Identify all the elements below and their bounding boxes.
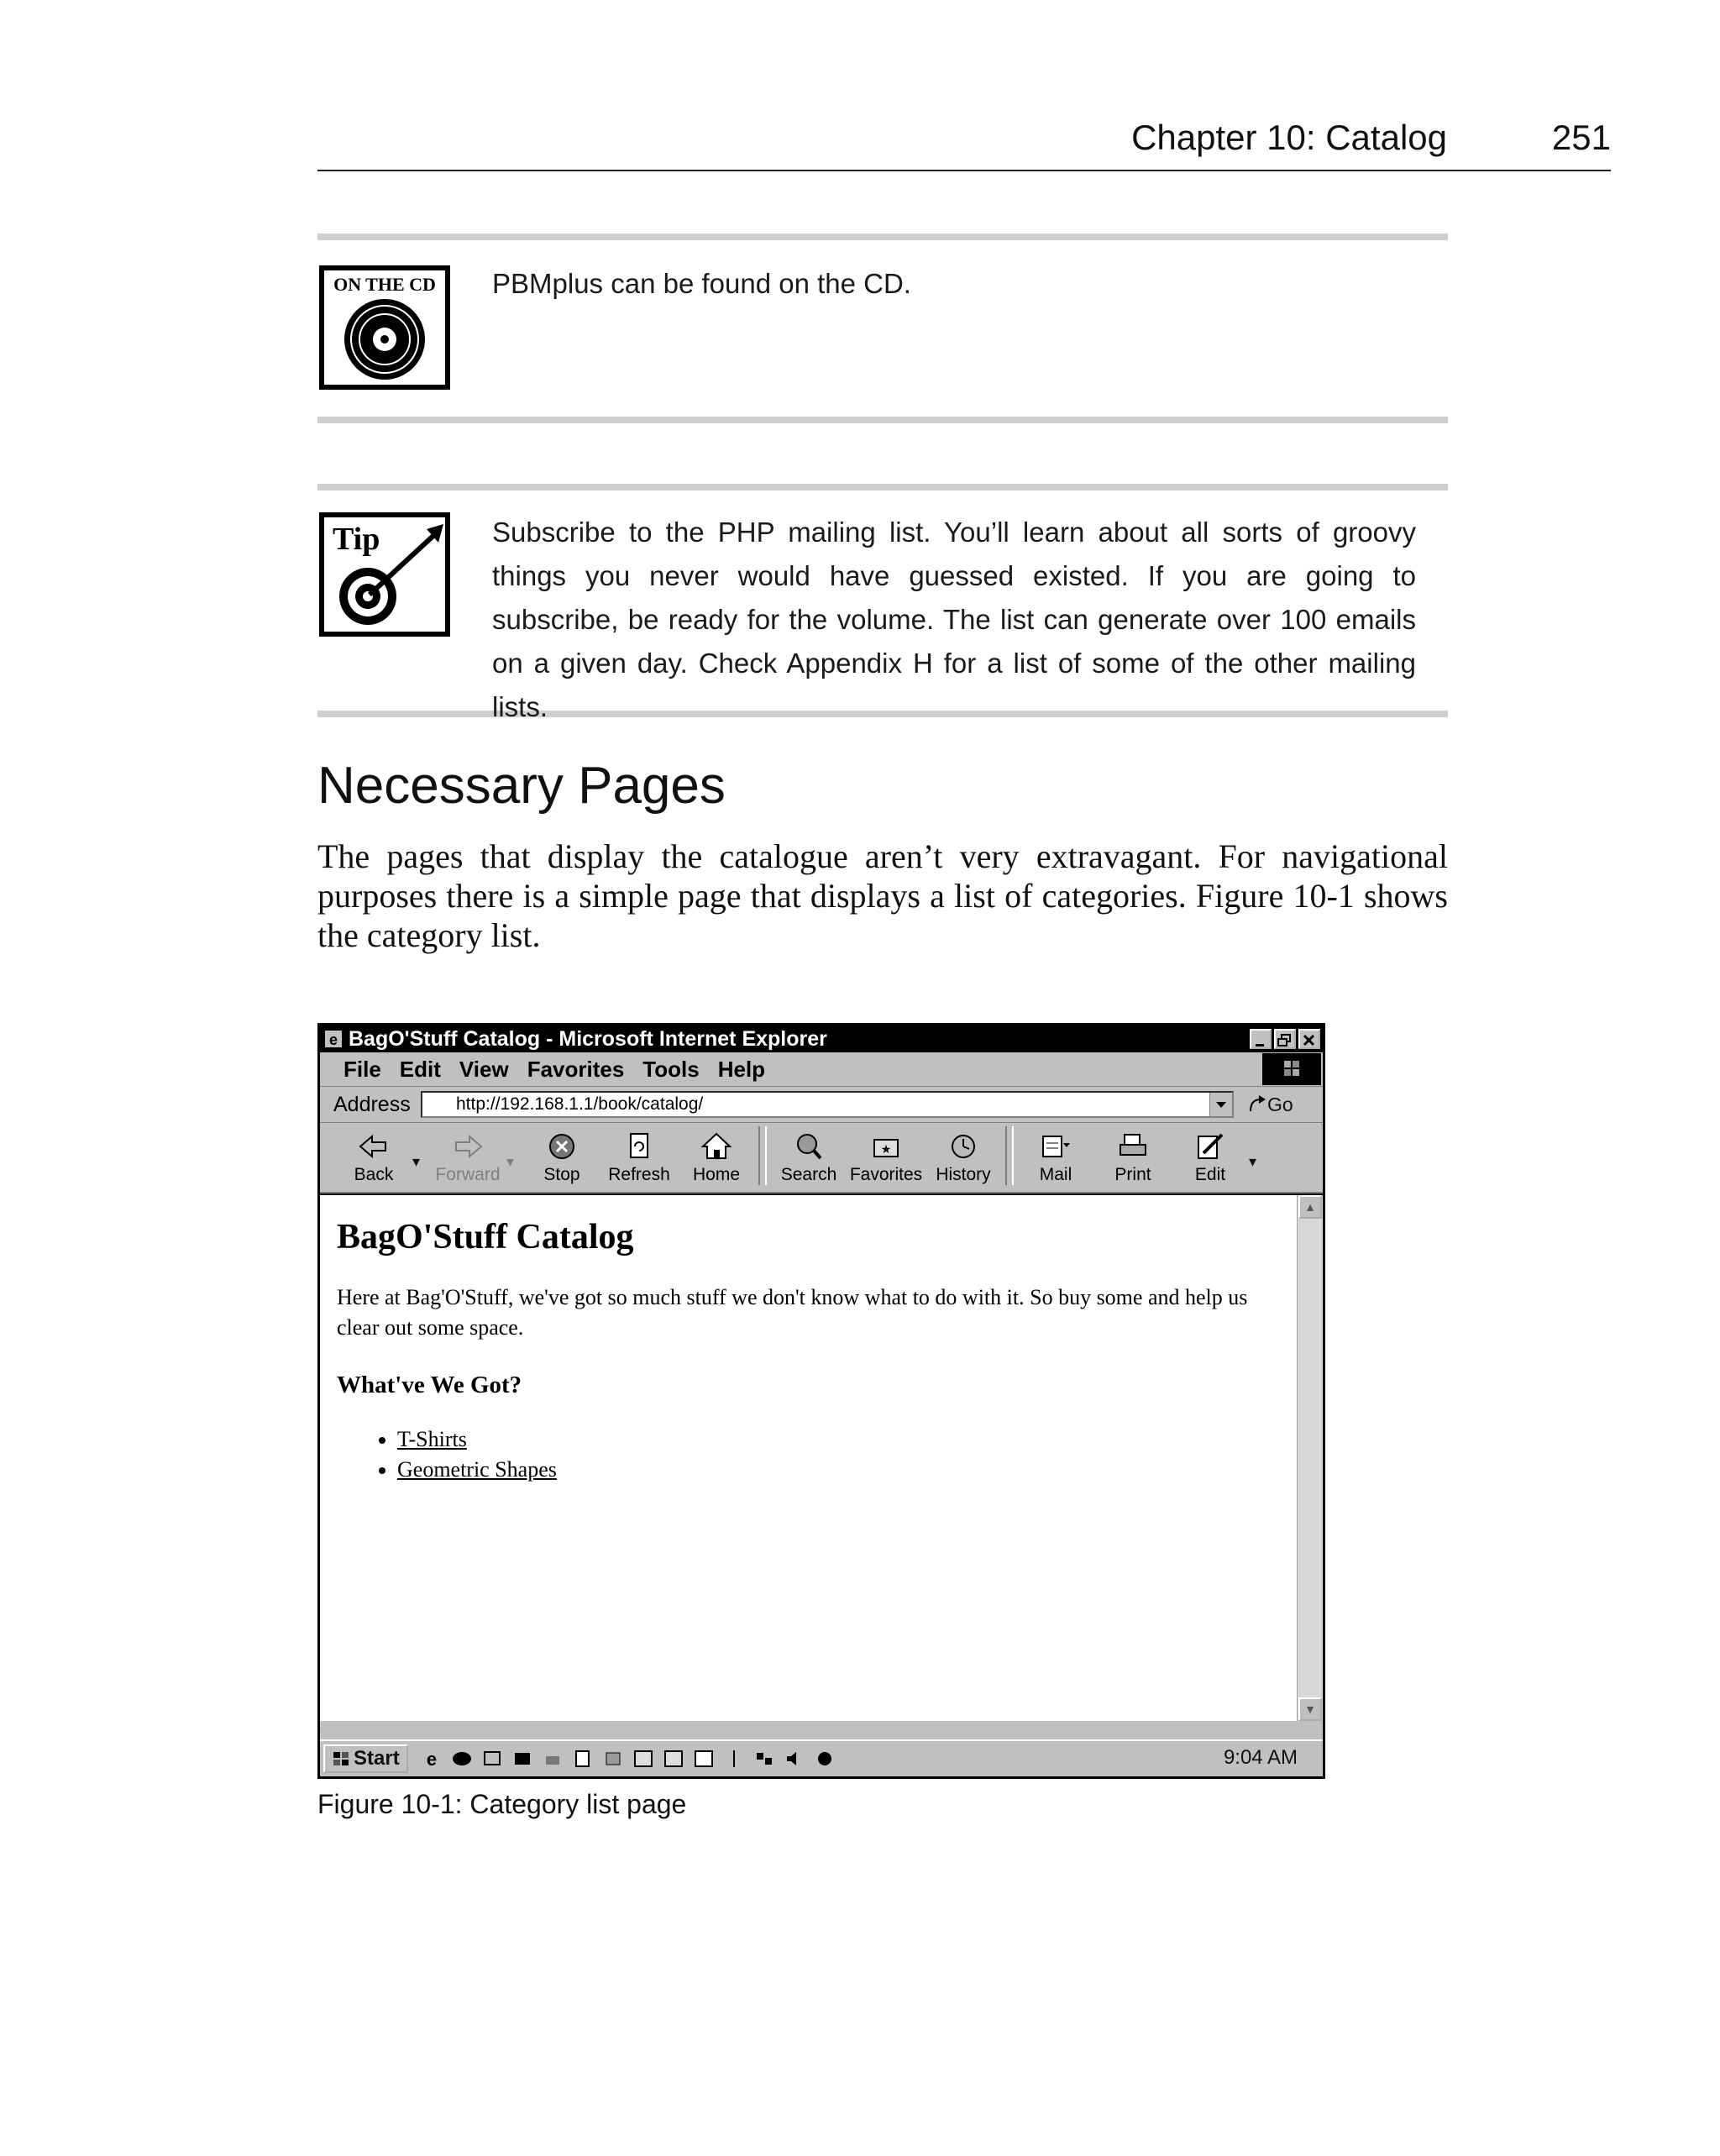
start-button[interactable] (323, 1744, 408, 1773)
tray-network-icon[interactable] (752, 1748, 776, 1770)
list-item (397, 1455, 1286, 1485)
on-the-cd-note (317, 233, 1448, 423)
taskbar-clock: 9:04 AM (1223, 1746, 1298, 1769)
outlook-icon[interactable] (450, 1748, 474, 1770)
tip-text: Subscribe to the PHP mailing list. You’ll learn about all sorts of groovy things you never would have guessed existed. If you are going to subscribe, be ready for the volume. The list can generate over 100 emails on a given day. Check Appendix H for a list of some of the other mailing lists. (492, 517, 1416, 722)
svg-text:e: e (426, 1749, 437, 1770)
notepad-icon[interactable] (571, 1748, 595, 1770)
restore-button[interactable] (1274, 1029, 1296, 1049)
mail-icon (1039, 1131, 1072, 1162)
task-explorer-icon[interactable] (662, 1748, 685, 1770)
monitor-icon[interactable] (511, 1748, 534, 1770)
edit-label: Edit (1194, 1165, 1226, 1184)
back-arrow-icon (357, 1131, 391, 1162)
tools-icon[interactable] (541, 1748, 564, 1770)
edit-button[interactable] (1172, 1131, 1249, 1185)
running-header (317, 118, 1611, 171)
stop-icon (545, 1131, 579, 1162)
stop-label: Stop (543, 1165, 580, 1184)
back-label: Back (354, 1165, 394, 1184)
forward-arrow-icon (451, 1131, 485, 1162)
window-title: BagO'Stuff Catalog - Microsoft Internet Explorer (349, 1026, 827, 1051)
mail-label: Mail (1039, 1165, 1072, 1184)
address-bar (320, 1087, 1323, 1123)
forward-button[interactable] (429, 1131, 506, 1185)
history-button[interactable] (925, 1131, 1002, 1185)
mail-button[interactable] (1017, 1131, 1094, 1185)
edit-pencil-icon (1193, 1131, 1227, 1162)
history-label: History (936, 1165, 991, 1184)
go-arrow-icon (1247, 1094, 1267, 1115)
page-intro: Here at Bag'O'Stuff, we've got so much stuff we don't know what to do with it. So buy some and help us clear out some space. (337, 1285, 1248, 1340)
task-ie-icon[interactable] (632, 1748, 655, 1770)
ie-icon (323, 1029, 343, 1049)
list-item (397, 1424, 1286, 1455)
web-page-content (337, 1217, 1286, 1485)
page-heading: BagO'Stuff Catalog (337, 1218, 634, 1256)
menu-favorites[interactable]: Favorites (527, 1056, 625, 1082)
windows-logo-icon (1262, 1053, 1321, 1085)
window-titlebar (320, 1026, 1323, 1052)
minimize-button[interactable] (1250, 1029, 1272, 1049)
icon-label: ON THE CD (333, 274, 436, 295)
svg-text:e: e (328, 1031, 338, 1048)
refresh-label: Refresh (608, 1165, 670, 1184)
category-link-tshirts[interactable]: T-Shirts (397, 1427, 467, 1451)
menu-file[interactable]: File (343, 1056, 381, 1082)
refresh-button[interactable] (600, 1131, 678, 1185)
tray-misc-icon[interactable] (813, 1748, 836, 1770)
browser-screenshot (317, 1023, 1325, 1779)
figure-caption: Figure 10-1: Category list page (317, 1789, 687, 1819)
svg-text:★: ★ (880, 1142, 892, 1156)
tray-volume-icon[interactable] (783, 1748, 806, 1770)
target-dart-icon (319, 512, 450, 637)
forward-dropdown-icon[interactable]: ▾ (506, 1152, 515, 1170)
page-subheading: What've We Got? (337, 1372, 522, 1398)
favorites-button[interactable] (847, 1131, 925, 1185)
menu-tools[interactable]: Tools (642, 1056, 700, 1082)
ie-launch-icon[interactable] (420, 1748, 443, 1770)
task-window-icon[interactable] (692, 1748, 716, 1770)
address-input[interactable] (421, 1091, 1234, 1118)
search-icon (792, 1131, 826, 1162)
scroll-down-icon[interactable]: ▼ (1298, 1697, 1322, 1721)
icon-label: Tip (333, 522, 380, 557)
page-viewport (320, 1193, 1323, 1721)
back-dropdown-icon[interactable]: ▾ (412, 1152, 421, 1170)
body-paragraph: The pages that display the catalogue aren’t very extravagant. For navigational purposes there is a simple page that displays a list of categories. Figure 10-1 shows the category list. (317, 837, 1448, 954)
stop-button[interactable] (523, 1131, 600, 1185)
address-value: http://192.168.1.1/book/catalog/ (456, 1094, 704, 1114)
task-scroll-icon[interactable] (722, 1748, 746, 1770)
print-label: Print (1114, 1165, 1151, 1184)
back-button[interactable] (335, 1131, 412, 1185)
go-button[interactable] (1247, 1094, 1293, 1116)
toolbar (320, 1123, 1323, 1193)
desktop-icon[interactable] (480, 1748, 504, 1770)
favorites-label: Favorites (849, 1165, 923, 1184)
history-icon (947, 1131, 980, 1162)
more-dropdown-icon[interactable]: ▾ (1249, 1152, 1257, 1170)
windows-flag-icon (332, 1749, 350, 1768)
scroll-up-icon[interactable]: ▲ (1298, 1195, 1322, 1219)
start-label: Start (354, 1747, 400, 1770)
toolbar-separator (758, 1126, 767, 1185)
printer-icon (1116, 1131, 1150, 1162)
cd-disc-icon (319, 265, 450, 390)
home-button[interactable] (678, 1131, 755, 1185)
category-list (337, 1424, 1286, 1485)
go-label: Go (1267, 1093, 1293, 1115)
quick-launch (420, 1748, 843, 1770)
paint-icon[interactable] (601, 1748, 625, 1770)
page-number: 251 (1551, 118, 1611, 157)
close-button[interactable] (1298, 1029, 1320, 1049)
forward-label: Forward (435, 1165, 501, 1184)
search-label: Search (780, 1165, 837, 1184)
menu-edit[interactable]: Edit (399, 1056, 441, 1082)
print-button[interactable] (1094, 1131, 1172, 1185)
refresh-icon (622, 1131, 656, 1162)
menu-bar (320, 1052, 1323, 1087)
category-link-geometric-shapes[interactable]: Geometric Shapes (397, 1457, 557, 1482)
toolbar-separator (1005, 1126, 1014, 1185)
chevron-down-icon[interactable] (1209, 1093, 1232, 1116)
vertical-scrollbar[interactable] (1297, 1195, 1323, 1721)
note-text: PBMplus can be found on the CD. (492, 268, 911, 299)
home-icon (700, 1131, 733, 1162)
address-label: Address (333, 1092, 411, 1116)
tip-note (317, 484, 1448, 722)
windows-taskbar (320, 1739, 1323, 1776)
menu-view[interactable]: View (459, 1056, 509, 1082)
chapter-title: Chapter 10: Catalog (1131, 118, 1447, 157)
menu-help[interactable]: Help (717, 1056, 766, 1082)
search-button[interactable] (770, 1131, 847, 1185)
home-label: Home (692, 1165, 741, 1184)
section-title: Necessary Pages (317, 757, 726, 815)
favorites-folder-icon (869, 1131, 903, 1162)
